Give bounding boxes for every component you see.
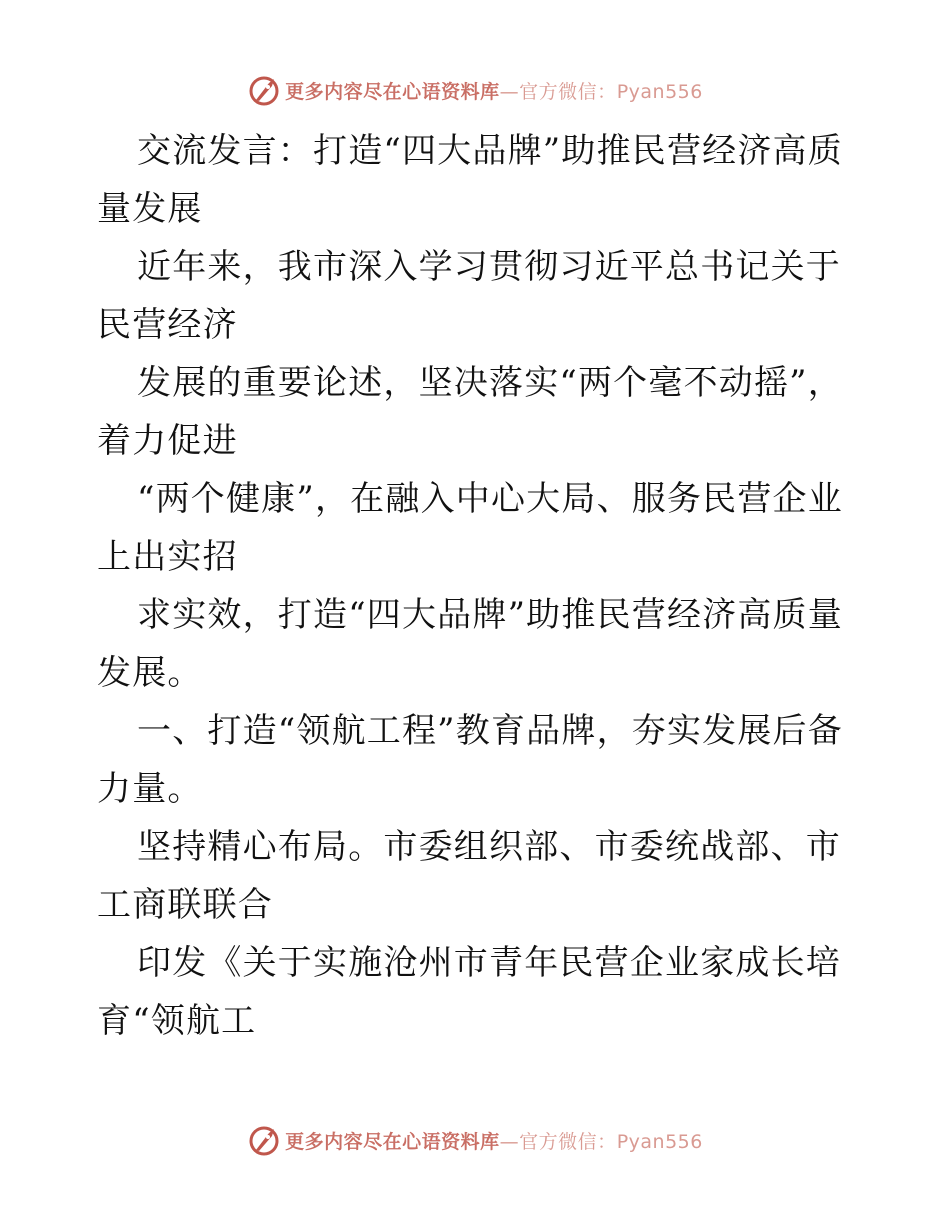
paragraph: 坚持精心布局。市委组织部、市委统战部、市工商联联合 [97, 827, 841, 925]
header-banner-text [285, 77, 703, 104]
footer-brand-text: 更多内容尽在心语资料库 [285, 1130, 500, 1153]
paragraph: “两个健康”，在融入中心大局、服务民营企业上出实招 [97, 479, 843, 577]
footer-watermark-banner [0, 1120, 950, 1160]
header-brand-text: 更多内容尽在心语资料库 [285, 80, 500, 103]
header-wechat-id: Pyan556 [616, 80, 703, 103]
footer-separator: — [499, 1130, 520, 1153]
document-body [97, 122, 857, 1050]
paragraph: 印发《关于实施沧州市青年民营企业家成长培育“领航工 [97, 943, 841, 1041]
paragraph: 发展的重要论述，坚决落实“两个毫不动摇”，着力促进 [97, 363, 843, 461]
pen-nib-logo-icon [247, 73, 281, 107]
footer-wechat-id: Pyan556 [616, 1130, 703, 1153]
header-watermark-banner [0, 70, 950, 110]
header-separator: — [499, 80, 520, 103]
pen-nib-logo-icon [247, 1123, 281, 1157]
header-official-label: 官方微信： [519, 80, 617, 103]
paragraph: 求实效，打造“四大品牌”助推民营经济高质量发展。 [97, 595, 843, 693]
paragraph: 近年来，我市深入学习贯彻习近平总书记关于民营经济 [97, 247, 841, 345]
footer-banner-text [285, 1127, 703, 1154]
paragraph-title: 交流发言：打造“四大品牌”助推民营经济高质量发展 [97, 131, 843, 229]
paragraph-heading: 一、打造“领航工程”教育品牌，夯实发展后备力量。 [97, 711, 843, 809]
footer-official-label: 官方微信： [519, 1130, 617, 1153]
